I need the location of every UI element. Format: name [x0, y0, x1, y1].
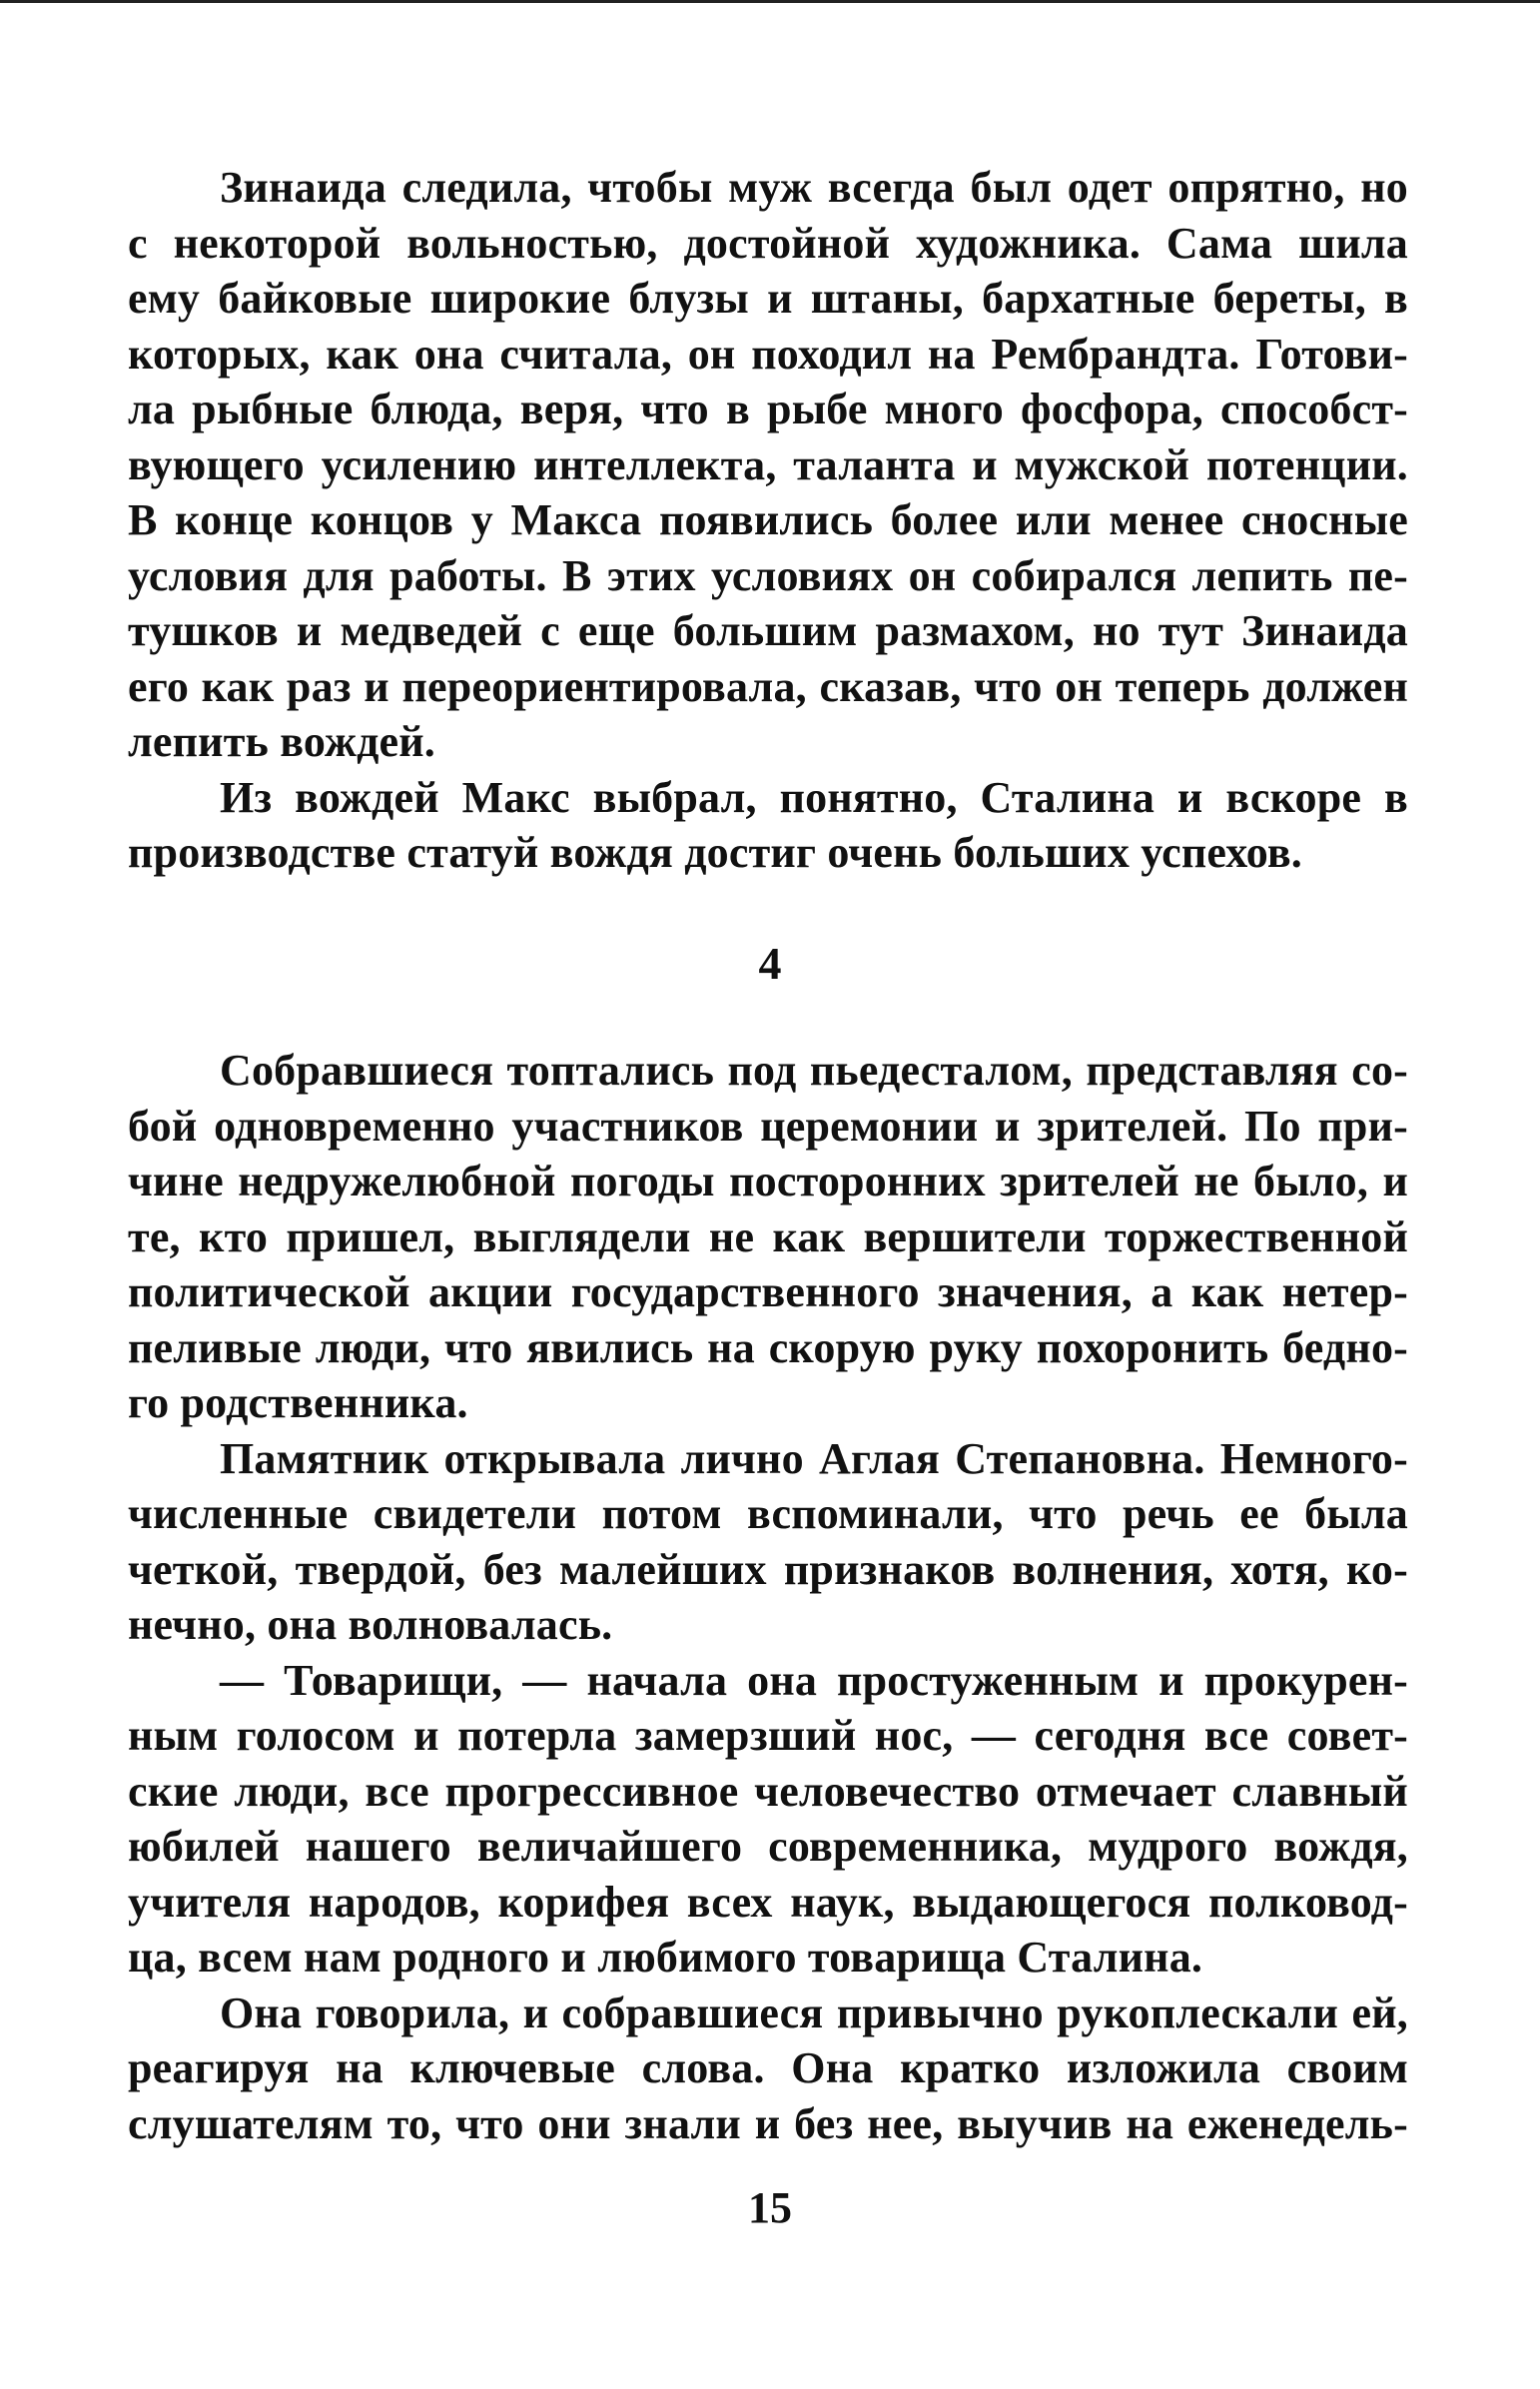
- text-line: которых, как она считала, он походил на Рембрандта. Готови-: [128, 329, 1408, 379]
- section-3-text: [128, 160, 1408, 881]
- text-line: производстве статуй вождя достиг очень больших успехов.: [128, 828, 1303, 877]
- text-line: вующего усилению интеллекта, таланта и мужской потенции.: [128, 439, 1408, 489]
- text-line: Памятник открывала лично Аглая Степановна. Немного-: [220, 1433, 1408, 1483]
- text-line: ские люди, все прогрессивное человечество отмечает славный: [128, 1766, 1408, 1816]
- text-line: Собравшиеся топтались под пьедесталом, представляя со-: [220, 1046, 1408, 1095]
- text-line: с некоторой вольностью, достойной художника. Сама шила: [128, 218, 1408, 268]
- text-line: чине недружелюбной погоды посторонних зрителей не было, и: [128, 1157, 1408, 1205]
- text-line: учителя народов, корифея всех наук, выдающегося полковод-: [128, 1877, 1408, 1927]
- text-line: его как раз и переориентировала, сказав, что он теперь должен: [128, 661, 1408, 711]
- text-line: бой одновременно участников церемонии и зрителей. По при-: [128, 1101, 1408, 1151]
- text-line: численные свидетели потом вспоминали, что речь ее была: [128, 1489, 1408, 1538]
- text-line: В конце концов у Макса появились более или менее сносные: [128, 495, 1408, 544]
- text-line: пеливые люди, что явились на скорую руку похоронить бедно-: [128, 1322, 1408, 1372]
- page-number: 15: [748, 2183, 792, 2232]
- text-line: — Товарищи, — начала она простуженным и прокурен-: [220, 1655, 1408, 1705]
- text-line: го родственника.: [128, 1378, 468, 1427]
- text-line: юбилей нашего величайшего современника, мудрого вождя,: [128, 1822, 1408, 1871]
- text-line: тушков и медведей с еще большим размахом, но тут Зинаида: [128, 606, 1408, 655]
- text-line: условия для работы. В этих условиях он собирался лепить пе-: [128, 550, 1408, 600]
- section-4-text: [128, 1043, 1408, 2151]
- top-border-line: [0, 0, 1540, 3]
- text-line: Зинаида следила, чтобы муж всегда был одет опрятно, но: [220, 163, 1408, 212]
- text-line: ца, всем нам родного и любимого товарища Сталина.: [128, 1933, 1203, 1982]
- text-line: ла рыбные блюда, веря, что в рыбе много фосфора, способст-: [128, 385, 1408, 433]
- text-line: четкой, твердой, без малейших признаков волнения, хотя, ко-: [128, 1544, 1408, 1594]
- text-line: реагируя на ключевые слова. Она кратко изложила своим: [128, 2043, 1408, 2092]
- text-line: ным голосом и потерла замерзший нос, — сегодня все совет-: [128, 1711, 1408, 1760]
- text-line: нечно, она волновалась.: [128, 1600, 613, 1649]
- text-line: те, кто пришел, выглядели не как вершители торжественной: [128, 1211, 1408, 1261]
- section-number: 4: [758, 938, 782, 989]
- text-line: лепить вождей.: [128, 717, 436, 766]
- text-line: Из вождей Макс выбрал, понятно, Сталина и вскоре в: [220, 772, 1408, 822]
- text-line: политической акции государственного значения, а как нетер-: [128, 1267, 1408, 1316]
- text-line: Она говорила, и собравшиеся привычно рукоплескали ей,: [220, 1988, 1408, 2037]
- text-line: ему байковые широкие блузы и штаны, бархатные береты, в: [128, 274, 1408, 323]
- text-line: слушателям то, что они знали и без нее, выучив на еженедель-: [128, 2098, 1408, 2148]
